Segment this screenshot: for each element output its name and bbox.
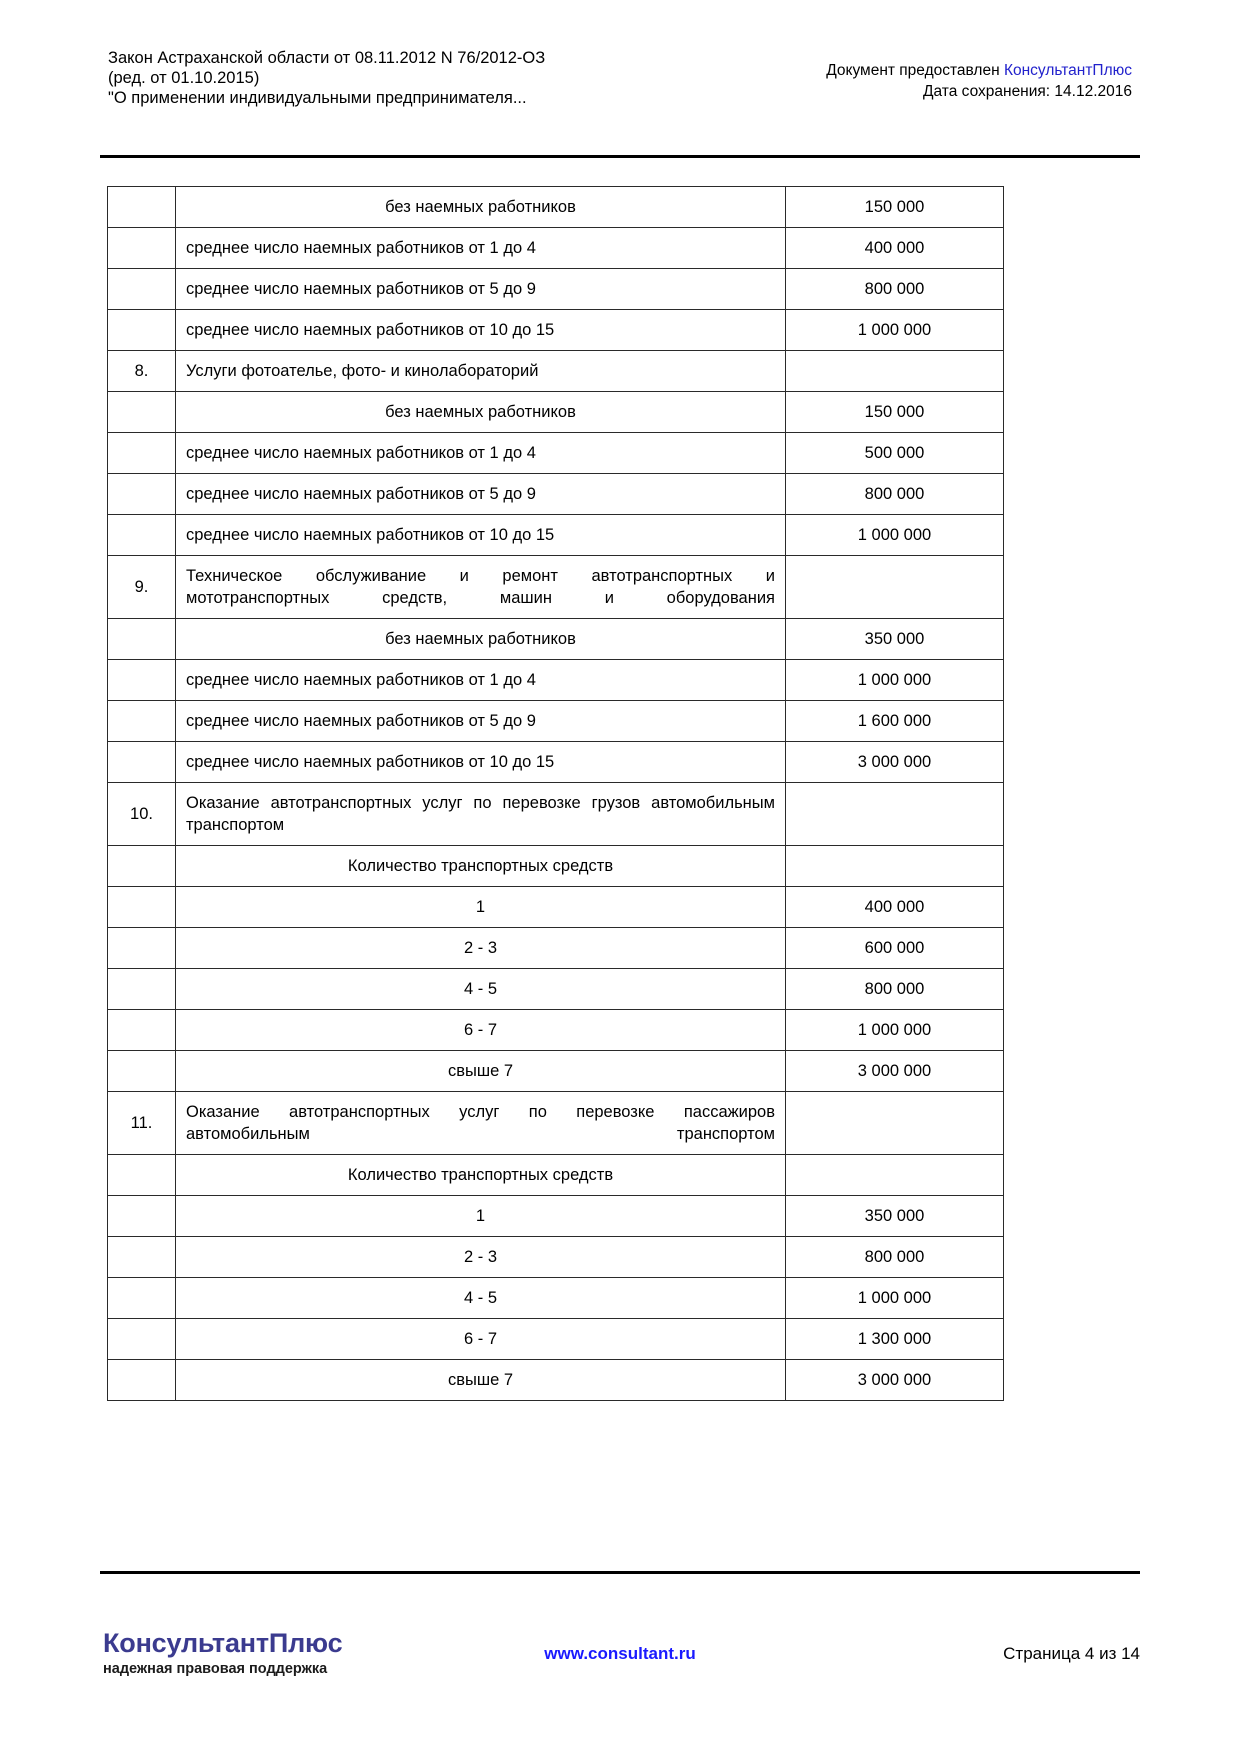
table-row [108, 887, 1004, 928]
row-number-cell [108, 701, 176, 742]
row-value-cell: 1 000 000 [786, 1278, 1004, 1319]
row-value-cell [786, 783, 1004, 846]
document-provider-block [826, 60, 1132, 102]
row-value-cell [786, 1155, 1004, 1196]
table-row [108, 1237, 1004, 1278]
row-description-cell: среднее число наемных работников от 1 до 4 [176, 228, 786, 269]
row-description-cell: свыше 7 [176, 1360, 786, 1401]
document-title-block [108, 48, 545, 108]
row-number-cell [108, 433, 176, 474]
row-value-cell: 500 000 [786, 433, 1004, 474]
document-title-line-2: (ред. от 01.10.2015) [108, 69, 260, 87]
table-row [108, 351, 1004, 392]
row-description-cell: 4 - 5 [176, 1278, 786, 1319]
table-row [108, 619, 1004, 660]
row-value-cell: 800 000 [786, 969, 1004, 1010]
row-number-cell [108, 742, 176, 783]
row-value-cell [786, 556, 1004, 619]
row-description-cell: среднее число наемных работников от 5 до 9 [176, 701, 786, 742]
row-number-cell [108, 928, 176, 969]
row-description-cell: 6 - 7 [176, 1319, 786, 1360]
logo-wordmark: КонсультантПлюс [103, 1628, 343, 1658]
row-value-cell: 1 000 000 [786, 660, 1004, 701]
consultant-plus-logo [103, 1628, 342, 1679]
row-number-cell: 10. [108, 783, 176, 846]
row-value-cell [786, 1092, 1004, 1155]
saved-date: Дата сохранения: 14.12.2016 [923, 83, 1132, 100]
table-row [108, 392, 1004, 433]
row-value-cell: 1 600 000 [786, 701, 1004, 742]
row-number-cell: 8. [108, 351, 176, 392]
row-value-cell [786, 846, 1004, 887]
row-description-cell: Услуги фотоателье, фото- и кинолабораторий [176, 351, 786, 392]
document-title-line-1: Закон Астраханской области от 08.11.2012 N 76/2012-ОЗ [108, 49, 546, 67]
row-number-cell [108, 1360, 176, 1401]
table-row [108, 742, 1004, 783]
row-number-cell [108, 1155, 176, 1196]
row-description-cell: среднее число наемных работников от 10 до 15 [176, 515, 786, 556]
row-value-cell [786, 351, 1004, 392]
row-description-cell: Оказание автотранспортных услуг по перевозке пассажиров автомобильным транспортом [176, 1092, 786, 1155]
row-value-cell: 800 000 [786, 474, 1004, 515]
row-description-cell: среднее число наемных работников от 10 до 15 [176, 310, 786, 351]
table-row [108, 1360, 1004, 1401]
page-number-label: Страница 4 из 14 [1003, 1644, 1140, 1663]
row-description-cell: без наемных работников [176, 392, 786, 433]
document-footer [100, 1628, 1140, 1698]
table-row [108, 228, 1004, 269]
row-description-cell: среднее число наемных работников от 1 до 4 [176, 433, 786, 474]
table-row [108, 1319, 1004, 1360]
consultant-site-link[interactable]: www.consultant.ru [544, 1644, 696, 1663]
row-number-cell [108, 269, 176, 310]
logo-tagline: надежная правовая поддержка [103, 1661, 328, 1677]
row-description-cell: среднее число наемных работников от 5 до 9 [176, 269, 786, 310]
provided-by-line [826, 60, 1132, 81]
table-row [108, 783, 1004, 846]
table-row [108, 556, 1004, 619]
row-value-cell: 1 000 000 [786, 1010, 1004, 1051]
header-divider [100, 155, 1140, 158]
row-number-cell [108, 619, 176, 660]
row-number-cell [108, 1319, 176, 1360]
row-description-cell: среднее число наемных работников от 5 до 9 [176, 474, 786, 515]
table-row [108, 660, 1004, 701]
row-description-cell: Техническое обслуживание и ремонт автотранспортных и мототранспортных средств, машин и оборудования [176, 556, 786, 619]
table-row [108, 846, 1004, 887]
row-number-cell [108, 660, 176, 701]
document-title-line-3: "О применении индивидуальными предпринимателя... [108, 89, 527, 107]
row-number-cell [108, 515, 176, 556]
row-number-cell [108, 1051, 176, 1092]
row-value-cell: 1 000 000 [786, 310, 1004, 351]
row-value-cell: 3 000 000 [786, 1051, 1004, 1092]
table-row [108, 474, 1004, 515]
row-number-cell [108, 228, 176, 269]
income-table-container [107, 186, 1003, 1401]
table-row [108, 187, 1004, 228]
table-row [108, 1278, 1004, 1319]
row-value-cell: 350 000 [786, 1196, 1004, 1237]
row-value-cell: 400 000 [786, 228, 1004, 269]
table-row [108, 928, 1004, 969]
row-value-cell: 400 000 [786, 887, 1004, 928]
row-value-cell: 150 000 [786, 187, 1004, 228]
row-description-cell: среднее число наемных работников от 1 до 4 [176, 660, 786, 701]
row-value-cell: 600 000 [786, 928, 1004, 969]
document-header [108, 48, 1132, 118]
row-number-cell [108, 1237, 176, 1278]
row-description-cell: Количество транспортных средств [176, 1155, 786, 1196]
row-number-cell [108, 969, 176, 1010]
table-row [108, 1155, 1004, 1196]
row-description-cell: среднее число наемных работников от 10 до 15 [176, 742, 786, 783]
table-row [108, 969, 1004, 1010]
table-row [108, 1092, 1004, 1155]
provided-by-label: Документ предоставлен [826, 62, 1004, 79]
row-description-cell: Оказание автотранспортных услуг по перевозке грузов автомобильным транспортом [176, 783, 786, 846]
row-description-cell: 1 [176, 1196, 786, 1237]
row-description-cell: без наемных работников [176, 187, 786, 228]
row-description-cell: свыше 7 [176, 1051, 786, 1092]
row-number-cell [108, 1278, 176, 1319]
row-description-cell: 2 - 3 [176, 1237, 786, 1278]
footer-divider [100, 1571, 1140, 1574]
row-number-cell [108, 887, 176, 928]
potential-income-table [107, 186, 1004, 1401]
row-description-cell: 2 - 3 [176, 928, 786, 969]
row-number-cell: 9. [108, 556, 176, 619]
row-value-cell: 800 000 [786, 269, 1004, 310]
row-value-cell: 3 000 000 [786, 1360, 1004, 1401]
row-number-cell [108, 310, 176, 351]
row-value-cell: 1 000 000 [786, 515, 1004, 556]
row-number-cell: 11. [108, 1092, 176, 1155]
table-row [108, 310, 1004, 351]
row-description-cell: 4 - 5 [176, 969, 786, 1010]
row-description-cell: Количество транспортных средств [176, 846, 786, 887]
table-row [108, 1196, 1004, 1237]
row-value-cell: 350 000 [786, 619, 1004, 660]
row-description-cell: 1 [176, 887, 786, 928]
row-number-cell [108, 846, 176, 887]
table-row [108, 701, 1004, 742]
row-number-cell [108, 1010, 176, 1051]
row-description-cell: без наемных работников [176, 619, 786, 660]
table-row [108, 269, 1004, 310]
row-number-cell [108, 392, 176, 433]
row-value-cell: 3 000 000 [786, 742, 1004, 783]
row-number-cell [108, 474, 176, 515]
row-value-cell: 800 000 [786, 1237, 1004, 1278]
income-table-body [108, 187, 1004, 1401]
row-value-cell: 150 000 [786, 392, 1004, 433]
table-row [108, 1051, 1004, 1092]
row-description-cell: 6 - 7 [176, 1010, 786, 1051]
consultant-plus-link[interactable]: КонсультантПлюс [1003, 62, 1132, 79]
table-row [108, 433, 1004, 474]
table-row [108, 515, 1004, 556]
row-number-cell [108, 187, 176, 228]
row-number-cell [108, 1196, 176, 1237]
table-row [108, 1010, 1004, 1051]
row-value-cell: 1 300 000 [786, 1319, 1004, 1360]
